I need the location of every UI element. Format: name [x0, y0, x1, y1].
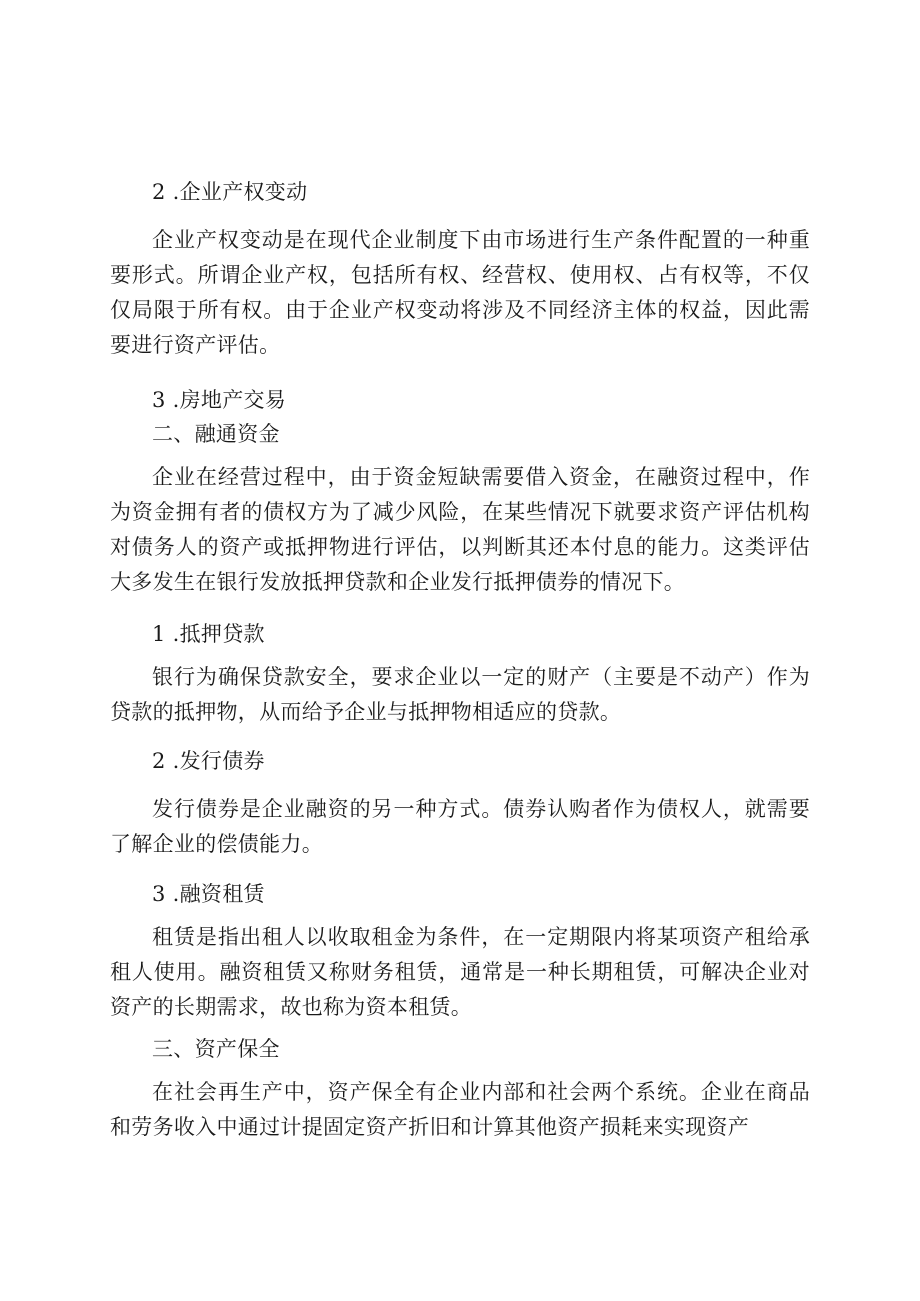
section-heading-asset-preservation: 三、资产保全 — [152, 1037, 280, 1061]
section-heading-bonds: 2 .发行债券 — [152, 749, 265, 773]
paragraph-mortgage-loan: 银行为确保贷款安全，要求企业以一定的财产（主要是不动产）作为贷款的抵押物，从而给予企业与抵押物相适应的贷款。 — [110, 665, 810, 724]
section-heading-mortgage-loan: 1 .抵押贷款 — [152, 622, 265, 646]
paragraph-bonds: 发行债券是企业融资的另一种方式。债券认购者作为债权人，就需要了解企业的偿债能力。 — [110, 797, 810, 856]
section-heading-financing: 二、融通资金 — [152, 422, 280, 446]
paragraph-financing: 企业在经营过程中，由于资金短缺需要借入资金，在融资过程中，作为资金拥有者的债权方为了减少风险，在某些情况下就要求资产评估机构对债务人的资产或抵押物进行评估，以判断其还本付息的能力。这类评估大多发生在银行发放抵押贷款和企业发行抵押债券的情况下。 — [110, 465, 810, 594]
section-heading-leasing: 3 .融资租赁 — [152, 882, 265, 906]
section-heading-real-estate: 3 .房地产交易 — [152, 388, 287, 412]
section-heading-equity-change: 2 .企业产权变动 — [152, 180, 308, 204]
paragraph-leasing: 租赁是指出租人以收取租金为条件，在一定期限内将某项资产租给承租人使用。融资租赁又称财务租赁，通常是一种长期租赁，可解决企业对资产的长期需求，故也称为资本租赁。 — [110, 925, 810, 1019]
paragraph-asset-preservation: 在社会再生产中，资产保全有企业内部和社会两个系统。企业在商品和劳务收入中通过计提固定资产折旧和计算其他资产损耗来实现资产 — [110, 1080, 810, 1139]
paragraph-equity-change: 企业产权变动是在现代企业制度下由市场进行生产条件配置的一种重要形式。所谓企业产权，包括所有权、经营权、使用权、占有权等，不仅仅局限于所有权。由于企业产权变动将涉及不同经济主体的权益，因此需要进行资产评估。 — [110, 228, 810, 357]
